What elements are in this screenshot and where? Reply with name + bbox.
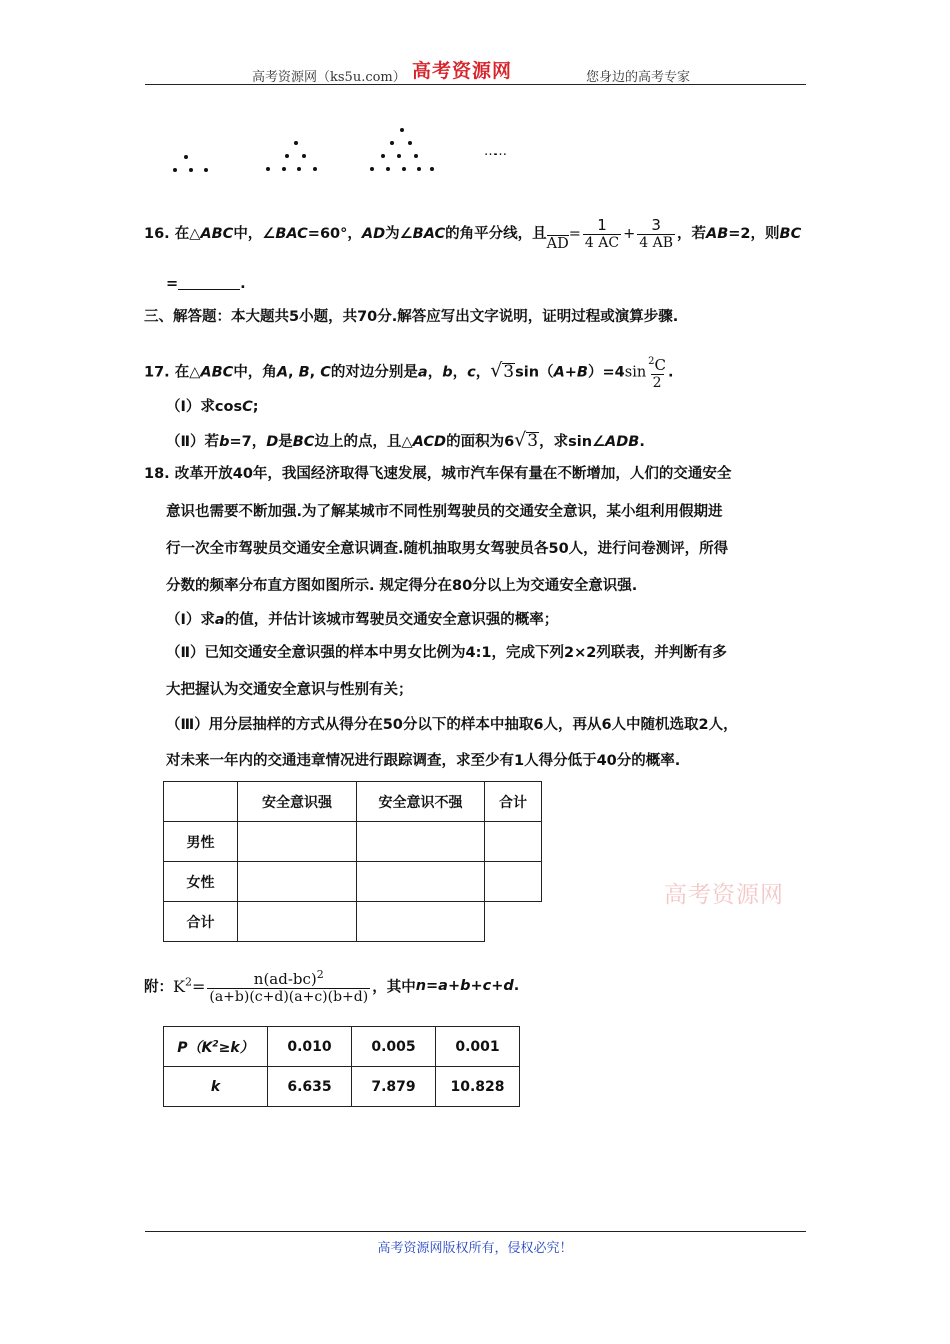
q17-angle-c: C bbox=[320, 364, 331, 381]
q17-part2-bc: BC bbox=[292, 434, 315, 450]
q17-part2-text: 的面积为6 bbox=[446, 434, 515, 450]
dot bbox=[297, 167, 301, 171]
q17-side-a: a bbox=[417, 364, 428, 381]
q18-part-3-line-2: 对未来一年内的交通违章情况进行跟踪调查，求至少有1人得分低于40分的概率. bbox=[166, 753, 681, 769]
q18-line-2: 意识也需要不断加强.为了解某城市不同性别驾驶员的交通安全意识，某小组利用假期进 bbox=[166, 504, 723, 520]
fraction-three-quarter-ab bbox=[637, 216, 675, 252]
q17-abc: ABC bbox=[200, 364, 234, 381]
dot bbox=[430, 167, 434, 171]
q16-ad: AD bbox=[361, 226, 386, 242]
table-cell[interactable] bbox=[238, 822, 357, 862]
q18-line-3: 行一次全市驾驶员交通安全意识调查.随机抽取男女驾驶员各50人，进行问卷测评，所得 bbox=[166, 541, 729, 557]
dot bbox=[282, 167, 286, 171]
question-17 bbox=[144, 353, 674, 392]
sqrt-radicand: 3 bbox=[527, 431, 539, 451]
table-cell bbox=[164, 782, 238, 822]
table-cell[interactable] bbox=[238, 862, 357, 902]
frac-numerator-text: C bbox=[654, 356, 667, 374]
question-16 bbox=[144, 216, 801, 254]
q17-part2-text: 是 bbox=[278, 434, 293, 450]
q17-part2-d: D bbox=[266, 434, 279, 450]
table-cell: 7.879 bbox=[352, 1067, 436, 1107]
q18-part1-text: （Ⅰ）求 bbox=[166, 612, 215, 628]
table-cell: 0.001 bbox=[436, 1027, 520, 1067]
formula-period: . bbox=[513, 978, 520, 994]
q17-part2-text: 边上的点，且△ bbox=[314, 434, 413, 450]
frac-numerator bbox=[648, 353, 666, 374]
q17-part-2 bbox=[166, 430, 645, 452]
footer-copyright: 高考资源网版权所有，侵权必究！ bbox=[377, 1241, 573, 1256]
q18-part1-text: 的值，并估计该城市驾驶员交通安全意识强的概率； bbox=[224, 612, 559, 628]
q17-angle-a: A bbox=[276, 364, 289, 381]
q16-abc: ABC bbox=[200, 226, 234, 242]
q16-bac: BAC bbox=[275, 226, 308, 242]
row-label: 男性 bbox=[164, 822, 238, 862]
q17-side-b: b bbox=[442, 364, 453, 381]
frac-numerator bbox=[254, 966, 324, 988]
exponent: 2 bbox=[316, 968, 324, 981]
contingency-table bbox=[163, 781, 542, 942]
q16-equals: = bbox=[568, 226, 581, 242]
q17-comma: , bbox=[288, 364, 299, 381]
watermark: 高考资源网 bbox=[664, 882, 784, 908]
q17-part2-text: （Ⅱ）若 bbox=[166, 434, 220, 450]
formula-equals: = bbox=[191, 977, 206, 997]
frac-numerator-text: n(ad-bc) bbox=[253, 970, 317, 988]
header-logo: 高考资源网 bbox=[412, 60, 513, 82]
p-label-tail: ≥k） bbox=[218, 1039, 254, 1056]
q18-part1-var: a bbox=[214, 612, 225, 628]
exponent: 2 bbox=[184, 975, 192, 989]
sqrt-sign: √ bbox=[490, 359, 503, 382]
q17-comma: ， bbox=[475, 364, 491, 381]
dot bbox=[381, 154, 385, 158]
table-cell[interactable] bbox=[357, 822, 485, 862]
dot bbox=[266, 167, 270, 171]
dot bbox=[390, 141, 394, 145]
q17-sin-squared: sin bbox=[624, 364, 647, 381]
q17-comma: ， bbox=[452, 364, 468, 381]
q16-text1: 中，∠ bbox=[233, 226, 276, 242]
dot bbox=[386, 167, 390, 171]
table-cell[interactable] bbox=[485, 862, 542, 902]
table-cell[interactable] bbox=[357, 902, 485, 942]
answer-blank[interactable] bbox=[178, 275, 240, 290]
row-label bbox=[164, 1027, 268, 1067]
dot bbox=[370, 167, 374, 171]
p-label: P（K bbox=[177, 1039, 213, 1056]
dot bbox=[414, 154, 418, 158]
table-cell-empty bbox=[485, 902, 542, 942]
q17-comma: ， bbox=[427, 364, 443, 381]
k-squared-formula bbox=[144, 966, 519, 1006]
q17-part2-acd: ACD bbox=[412, 434, 447, 450]
table-header: 合计 bbox=[485, 782, 542, 822]
formula-n-definition: n=a+b+c+d bbox=[415, 978, 514, 994]
dot bbox=[285, 154, 289, 158]
q17-text1: 中，角 bbox=[233, 364, 277, 381]
q16-period: . bbox=[240, 276, 246, 292]
q17-a-plus-b: A+B bbox=[553, 364, 588, 381]
row-label: 合计 bbox=[164, 902, 238, 942]
q17-part1-end: ; bbox=[252, 399, 259, 415]
table-header: 安全意识不强 bbox=[357, 782, 485, 822]
sqrt-radicand: 3 bbox=[503, 361, 515, 382]
table-cell: 0.010 bbox=[268, 1027, 352, 1067]
table-row bbox=[164, 782, 542, 822]
frac-numerator: 1 bbox=[597, 216, 607, 234]
q17-part2-text: ，求sin∠ bbox=[539, 434, 606, 450]
q17-text3: ）=4 bbox=[588, 364, 625, 381]
dot bbox=[294, 141, 298, 145]
q16-ab: AB bbox=[706, 226, 729, 242]
q18-part-2-line-1: （Ⅱ）已知交通安全意识强的样本中男女比例为4:1，完成下列2×2列联表，并判断有多 bbox=[166, 645, 727, 661]
q16-prefix: 16. 在△ bbox=[144, 226, 201, 242]
q16-text2: =60°， bbox=[307, 226, 362, 242]
section-3-heading: 三、解答题：本大题共5小题，共70分.解答应写出文字说明，证明过程或演算步骤. bbox=[144, 309, 679, 325]
fraction-one-quarter-ac bbox=[583, 216, 621, 252]
dot-triangle-figure bbox=[160, 120, 520, 180]
formula-k-letter: K bbox=[173, 977, 185, 997]
q16-text3: 为∠ bbox=[385, 226, 413, 242]
table-header: 安全意识强 bbox=[238, 782, 357, 822]
q16-text6: =2，则 bbox=[728, 226, 780, 242]
header-rule bbox=[145, 84, 806, 85]
q16-plus: + bbox=[623, 226, 636, 242]
q18-part-2-line-2: 大把握认为交通安全意识与性别有关； bbox=[166, 682, 413, 698]
q16-text4: 的角平分线，且 bbox=[445, 226, 547, 242]
table-row bbox=[164, 902, 542, 942]
formula-tail: ，其中 bbox=[372, 979, 416, 996]
critical-value-table bbox=[163, 1026, 520, 1107]
q17-sin: sin（ bbox=[515, 364, 554, 381]
dot bbox=[189, 168, 193, 172]
header-slogan: 您身边的高考专家 bbox=[586, 70, 691, 85]
table-cell[interactable] bbox=[357, 862, 485, 902]
footer-rule bbox=[145, 1231, 806, 1232]
q17-part-1 bbox=[166, 397, 259, 417]
table-row bbox=[164, 1027, 520, 1067]
dot bbox=[402, 167, 406, 171]
frac-denominator: 2 bbox=[652, 375, 662, 391]
row-label: k bbox=[164, 1067, 268, 1107]
q18-part-3-line-1: （Ⅲ）用分层抽样的方式从得分在50分以下的样本中抽取6人，再从6人中随机选取2人， bbox=[166, 717, 738, 733]
q17-part2-text: =7， bbox=[229, 434, 267, 450]
q16-bac-2: BAC bbox=[412, 226, 446, 242]
sqrt-sign: √ bbox=[514, 429, 527, 451]
dot bbox=[397, 154, 401, 158]
q17-angle-b: B bbox=[298, 364, 310, 381]
q17-part1-c: C bbox=[242, 399, 253, 415]
vector-ad: AD bbox=[546, 236, 569, 252]
exponent: 2 bbox=[648, 356, 655, 367]
table-row bbox=[164, 862, 542, 902]
q17-period: . bbox=[668, 364, 674, 381]
q16-equals-2: = bbox=[166, 276, 179, 292]
ellipsis: …… bbox=[484, 144, 504, 159]
frac-numerator: 3 bbox=[651, 216, 661, 234]
q16-bc: BC bbox=[779, 226, 802, 242]
dot bbox=[400, 128, 404, 132]
fraction-c-over-2 bbox=[648, 353, 666, 392]
table-cell[interactable] bbox=[238, 902, 357, 942]
table-cell: 0.005 bbox=[352, 1027, 436, 1067]
q18-line-4: 分数的频率分布直方图如图所示. 规定得分在80分以上为交通安全意识强. bbox=[166, 578, 638, 594]
q17-comma: , bbox=[309, 364, 321, 381]
q17-part2-end: . bbox=[639, 434, 645, 450]
dot bbox=[204, 168, 208, 172]
table-row bbox=[164, 1067, 520, 1107]
exponent: 2 bbox=[212, 1038, 219, 1049]
q18-part-1 bbox=[166, 610, 558, 630]
row-label: 女性 bbox=[164, 862, 238, 902]
k-squared-fraction bbox=[207, 966, 370, 1006]
table-cell: 10.828 bbox=[436, 1067, 520, 1107]
q17-text2: 的对边分别是 bbox=[330, 364, 418, 381]
dot bbox=[184, 155, 188, 159]
table-row bbox=[164, 822, 542, 862]
dot bbox=[408, 141, 412, 145]
header-site-name: 高考资源网（ks5u.com） bbox=[252, 70, 406, 85]
q17-prefix: 17. 在△ bbox=[144, 364, 201, 381]
q18-line-1: 18. 改革开放40年，我国经济取得飞速发展，城市汽车保有量在不断增加，人们的交通安全 bbox=[144, 466, 732, 482]
table-cell[interactable] bbox=[485, 822, 542, 862]
q16-answer-line bbox=[166, 274, 246, 294]
dot bbox=[173, 168, 177, 172]
q17-part2-adb: ADB bbox=[605, 434, 640, 450]
q17-part1-text: （Ⅰ）求cos bbox=[166, 399, 243, 415]
dot bbox=[302, 154, 306, 158]
q17-part2-b: b bbox=[219, 434, 230, 450]
frac-denominator: 4 AB bbox=[639, 235, 673, 251]
formula-lead: 附： bbox=[144, 979, 173, 996]
q16-text5: ，若 bbox=[677, 226, 706, 242]
table-cell: 6.635 bbox=[268, 1067, 352, 1107]
q17-side-c: c bbox=[467, 364, 476, 381]
frac-denominator: (a+b)(c+d)(a+c)(b+d) bbox=[209, 989, 369, 1005]
frac-denominator: 4 AC bbox=[584, 235, 620, 251]
formula-k bbox=[173, 977, 205, 996]
dot bbox=[417, 167, 421, 171]
dot bbox=[313, 167, 317, 171]
